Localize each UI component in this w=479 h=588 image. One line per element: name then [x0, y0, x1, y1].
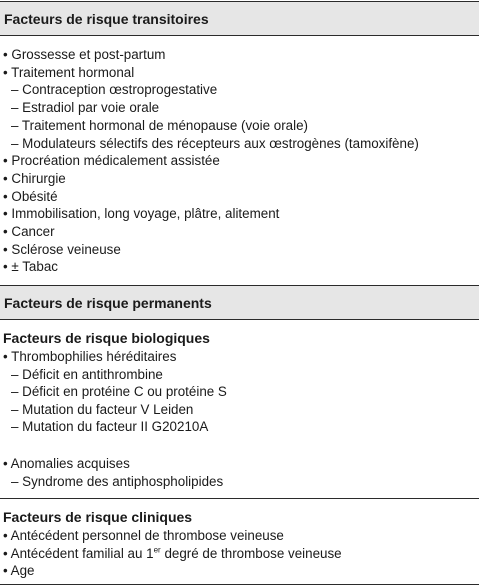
list-item: • Thrombophilies héréditaires [3, 349, 177, 364]
list-subitem: – Mutation du facteur V Leiden [11, 401, 194, 417]
transient-section-header [0, 1, 479, 36]
list-item-text: degré de thrombose veineuse [160, 546, 342, 561]
table-bottom-rule [0, 584, 479, 585]
list-subitem: – Contraception œstroprogestative [11, 82, 218, 98]
list-item: • Antécédent personnel de thrombose veineuse [3, 528, 284, 543]
list-item: • Cancer [3, 224, 55, 239]
list-item: • Sclérose veineuse [3, 241, 121, 257]
list-item: • Chirurgie [3, 170, 66, 186]
list-item: • Immobilisation, long voyage, plâtre, alitement [3, 206, 280, 222]
list-subitem: – Modulateurs sélectifs des récepteurs aux œstrogènes (tamoxifène) [11, 135, 419, 151]
list-subitem: – Déficit en protéine C ou protéine S [11, 384, 227, 400]
list-item: • Obésité [3, 188, 58, 204]
list-item [3, 545, 342, 563]
list-item: • ± Tabac [3, 259, 58, 275]
list-subitem: – Traitement hormonal de ménopause (voie orale) [11, 117, 308, 133]
list-subitem: – Déficit en antithrombine [11, 366, 163, 382]
list-subitem: – Mutation du facteur II G20210A [11, 419, 209, 435]
transient-section-title: Facteurs de risque transitoires [4, 11, 209, 27]
list-subitem: – Estradiol par voie orale [11, 100, 160, 116]
clinical-subheading: Facteurs de risque cliniques [3, 509, 193, 525]
list-item: • Traitement hormonal [3, 64, 135, 80]
list-item: • Procréation médicalement assistée [3, 153, 220, 169]
list-item: • Anomalies acquises [3, 456, 130, 471]
permanent-section-title: Facteurs de risque permanents [4, 295, 212, 311]
list-item: • Age [3, 563, 35, 578]
biological-subheading: Facteurs de risque biologiques [3, 330, 210, 346]
list-item: • Grossesse et post-partum [3, 47, 166, 62]
list-item-text: • Antécédent familial au 1 [3, 546, 154, 561]
permanent-section-header [0, 285, 479, 320]
ordinal-superscript: er [153, 545, 161, 555]
section-divider [0, 498, 479, 499]
list-subitem: – Syndrome des antiphospholipides [11, 473, 224, 489]
